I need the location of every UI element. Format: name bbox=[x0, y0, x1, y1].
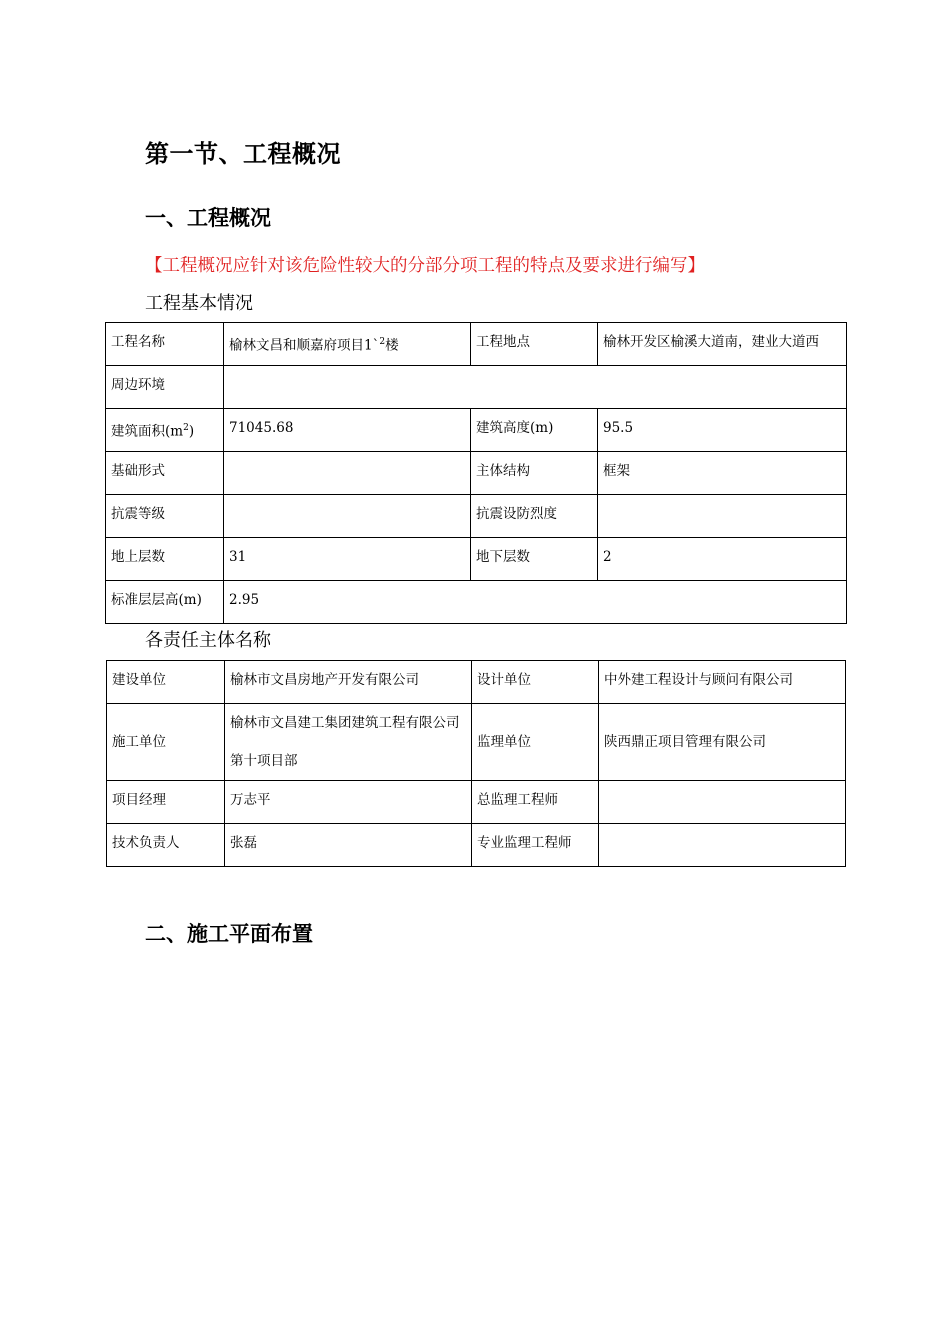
cell-value bbox=[224, 495, 471, 538]
cell-value bbox=[599, 824, 846, 867]
cell-value: 陕西鼎正项目管理有限公司 bbox=[599, 704, 846, 781]
cell-value bbox=[224, 323, 471, 366]
cell-label: 监理单位 bbox=[472, 704, 599, 781]
table-row bbox=[106, 538, 847, 581]
cell-value: 2 bbox=[598, 538, 847, 581]
cell-value: 中外建工程设计与顾问有限公司 bbox=[599, 661, 846, 704]
table-row bbox=[107, 824, 846, 867]
cell-value: 万志平 bbox=[225, 781, 472, 824]
cell-value bbox=[224, 452, 471, 495]
parties-caption: 各责任主体名称 bbox=[145, 630, 271, 651]
heading-project-overview: 一、工程概况 bbox=[145, 206, 271, 230]
cell-label: 抗震设防烈度 bbox=[471, 495, 598, 538]
table-row bbox=[106, 323, 847, 366]
cell-value: 框架 bbox=[598, 452, 847, 495]
table-row bbox=[107, 661, 846, 704]
project-name-suffix: 楼 bbox=[385, 337, 399, 354]
cell-label: 项目经理 bbox=[107, 781, 225, 824]
cell-label: 基础形式 bbox=[106, 452, 224, 495]
section-title: 第一节、工程概况 bbox=[145, 140, 341, 168]
cell-label: 抗震等级 bbox=[106, 495, 224, 538]
cell-label: 主体结构 bbox=[471, 452, 598, 495]
cell-label: 地下层数 bbox=[471, 538, 598, 581]
area-label-sup: 2 bbox=[183, 423, 189, 433]
table-row bbox=[106, 409, 847, 452]
instruction-note: 【工程概况应针对该危险性较大的分部分项工程的特点及要求进行编写】 bbox=[145, 256, 705, 276]
table-row bbox=[106, 495, 847, 538]
project-name-sup: 2 bbox=[379, 337, 386, 347]
cell-value: 31 bbox=[224, 538, 471, 581]
cell-label: 专业监理工程师 bbox=[472, 824, 599, 867]
table-row bbox=[106, 452, 847, 495]
cell-value: 71045.68 bbox=[224, 409, 471, 452]
cell-label: 总监理工程师 bbox=[472, 781, 599, 824]
cell-label: 建筑高度(m) bbox=[471, 409, 598, 452]
area-label: 建筑面积(m bbox=[111, 423, 184, 440]
cell-label: 地上层数 bbox=[106, 538, 224, 581]
table-row bbox=[107, 781, 846, 824]
cell-label: 施工单位 bbox=[107, 704, 225, 781]
cell-value: 榆林市文昌房地产开发有限公司 bbox=[225, 661, 472, 704]
basic-info-caption: 工程基本情况 bbox=[145, 293, 253, 314]
cell-value: 榆林开发区榆溪大道南，建业大道西 bbox=[598, 323, 847, 366]
cell-label: 建设单位 bbox=[107, 661, 225, 704]
cell-value: 2.95 bbox=[224, 581, 847, 624]
cell-label: 工程地点 bbox=[471, 323, 598, 366]
cell-value: 95.5 bbox=[598, 409, 847, 452]
project-name: 榆林文昌和顺嘉府项目1` bbox=[229, 337, 380, 354]
cell-label: 技术负责人 bbox=[107, 824, 225, 867]
cell-label: 周边环境 bbox=[106, 366, 224, 409]
cell-label: 设计单位 bbox=[472, 661, 599, 704]
table-row bbox=[106, 366, 847, 409]
cell-value: 榆林市文昌建工集团建筑工程有限公司第十项目部 bbox=[225, 704, 472, 781]
heading-site-layout: 二、施工平面布置 bbox=[145, 922, 313, 946]
cell-label: 工程名称 bbox=[106, 323, 224, 366]
area-label-suffix: ) bbox=[188, 423, 195, 440]
cell-value: 张磊 bbox=[225, 824, 472, 867]
cell-value bbox=[224, 366, 847, 409]
cell-label: 标准层层高(m) bbox=[106, 581, 224, 624]
cell-label bbox=[106, 409, 224, 452]
parties-table bbox=[106, 660, 846, 867]
basic-info-table bbox=[105, 322, 847, 624]
table-row bbox=[107, 704, 846, 781]
cell-value bbox=[599, 781, 846, 824]
cell-value bbox=[598, 495, 847, 538]
table-row bbox=[106, 581, 847, 624]
